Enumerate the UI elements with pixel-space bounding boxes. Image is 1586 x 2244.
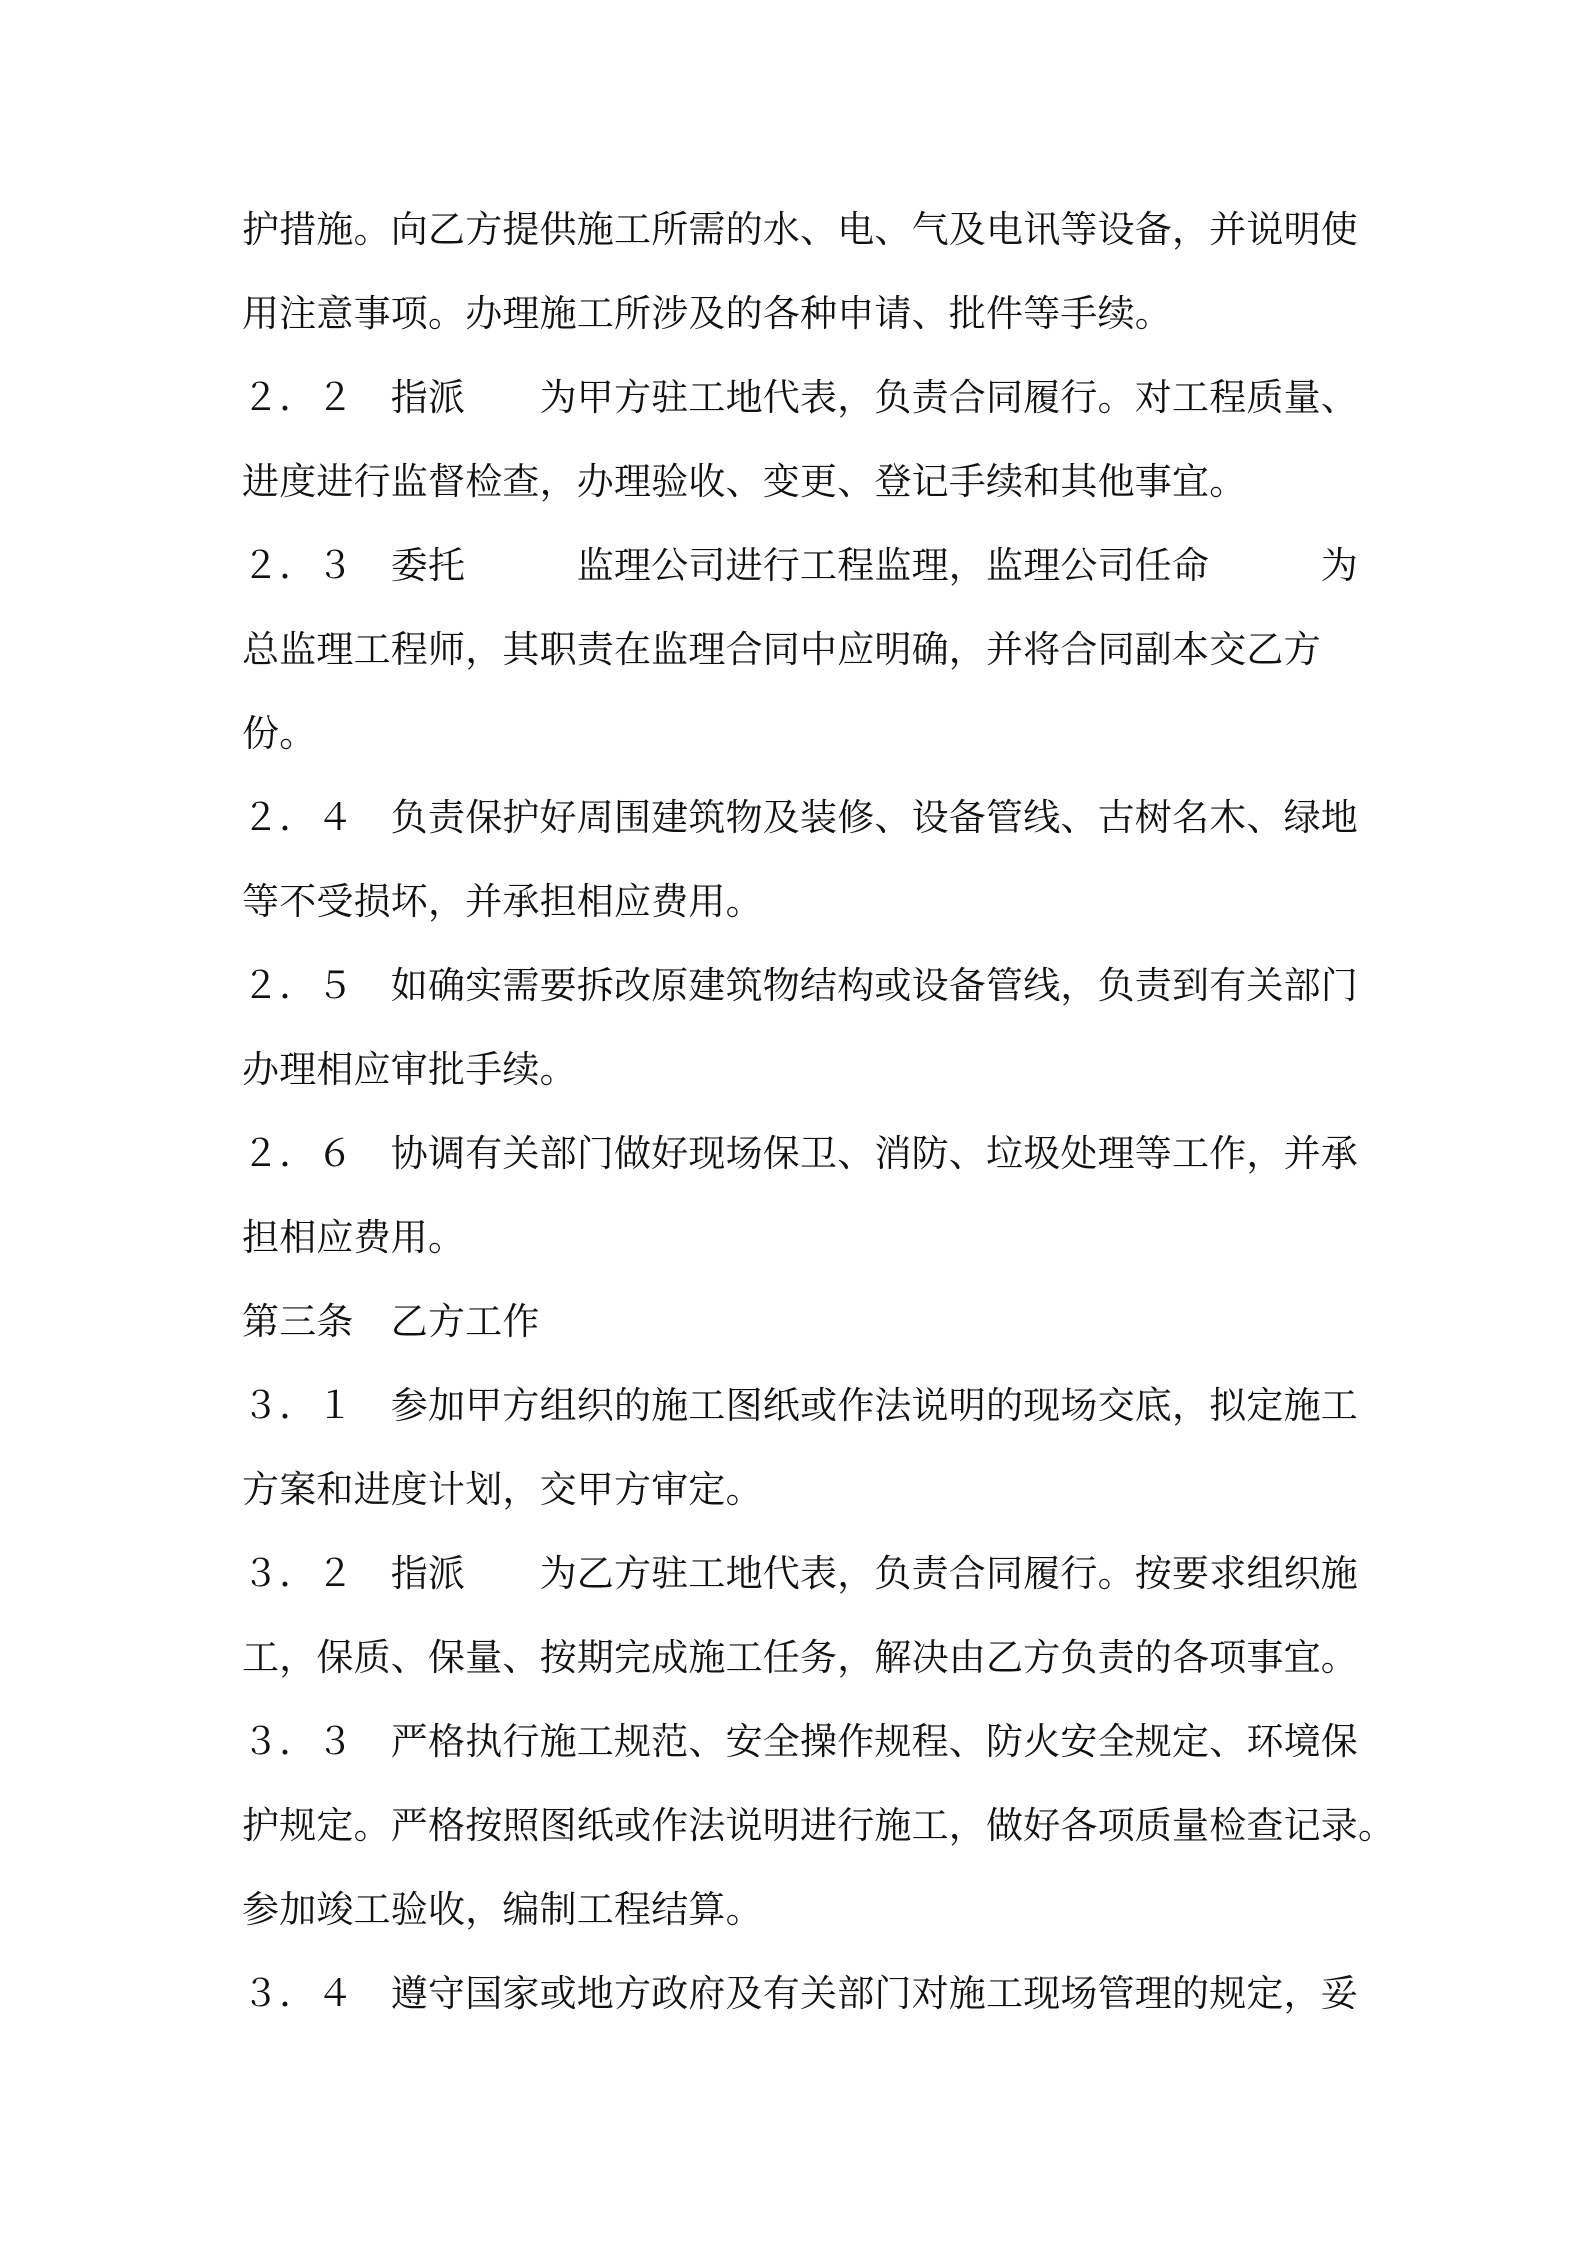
section-2-3-line: ２．３ 委托 监理公司进行工程监理，监理公司任命 为 bbox=[242, 544, 1358, 587]
text-line: 方案和进度计划，交甲方审定。 bbox=[242, 1468, 763, 1511]
section-2-4-line: ２．４ 负责保护好周围建筑物及装修、设备管线、古树名木、绿地 bbox=[242, 796, 1358, 839]
text-line: 等不受损坏，并承担相应费用。 bbox=[242, 880, 763, 923]
section-3-2-line: ３．２ 指派 为乙方驻工地代表，负责合同履行。按要求组织施 bbox=[242, 1552, 1358, 1595]
text-line: 用注意事项。办理施工所涉及的各种申请、批件等手续。 bbox=[242, 292, 1172, 335]
text-line: 护措施。向乙方提供施工所需的水、电、气及电讯等设备，并说明使 bbox=[242, 208, 1358, 251]
text-line: 总监理工程师，其职责在监理合同中应明确，并将合同副本交乙方 bbox=[242, 628, 1321, 671]
section-3-1-line: ３．１ 参加甲方组织的施工图纸或作法说明的现场交底，拟定施工 bbox=[242, 1384, 1358, 1427]
text-line: 担相应费用。 bbox=[242, 1216, 466, 1259]
text-line: 参加竣工验收，编制工程结算。 bbox=[242, 1888, 763, 1931]
text-line: 办理相应审批手续。 bbox=[242, 1048, 577, 1091]
text-line: 护规定。严格按照图纸或作法说明进行施工，做好各项质量检查记录。 bbox=[242, 1804, 1396, 1847]
text-line: 份。 bbox=[242, 712, 317, 755]
section-2-5-line: ２．５ 如确实需要拆改原建筑物结构或设备管线，负责到有关部门 bbox=[242, 964, 1358, 1007]
section-2-6-line: ２．６ 协调有关部门做好现场保卫、消防、垃圾处理等工作，并承 bbox=[242, 1132, 1358, 1175]
section-3-4-line: ３．４ 遵守国家或地方政府及有关部门对施工现场管理的规定，妥 bbox=[242, 1972, 1358, 2015]
section-3-3-line: ３．３ 严格执行施工规范、安全操作规程、防火安全规定、环境保 bbox=[242, 1720, 1358, 1763]
article-3-heading: 第三条 乙方工作 bbox=[242, 1300, 540, 1343]
section-2-2-line: ２．２ 指派 为甲方驻工地代表，负责合同履行。对工程质量、 bbox=[242, 376, 1358, 419]
text-line: 进度进行监督检查，办理验收、变更、登记手续和其他事宜。 bbox=[242, 460, 1247, 503]
text-line: 工，保质、保量、按期完成施工任务，解决由乙方负责的各项事宜。 bbox=[242, 1636, 1358, 1679]
